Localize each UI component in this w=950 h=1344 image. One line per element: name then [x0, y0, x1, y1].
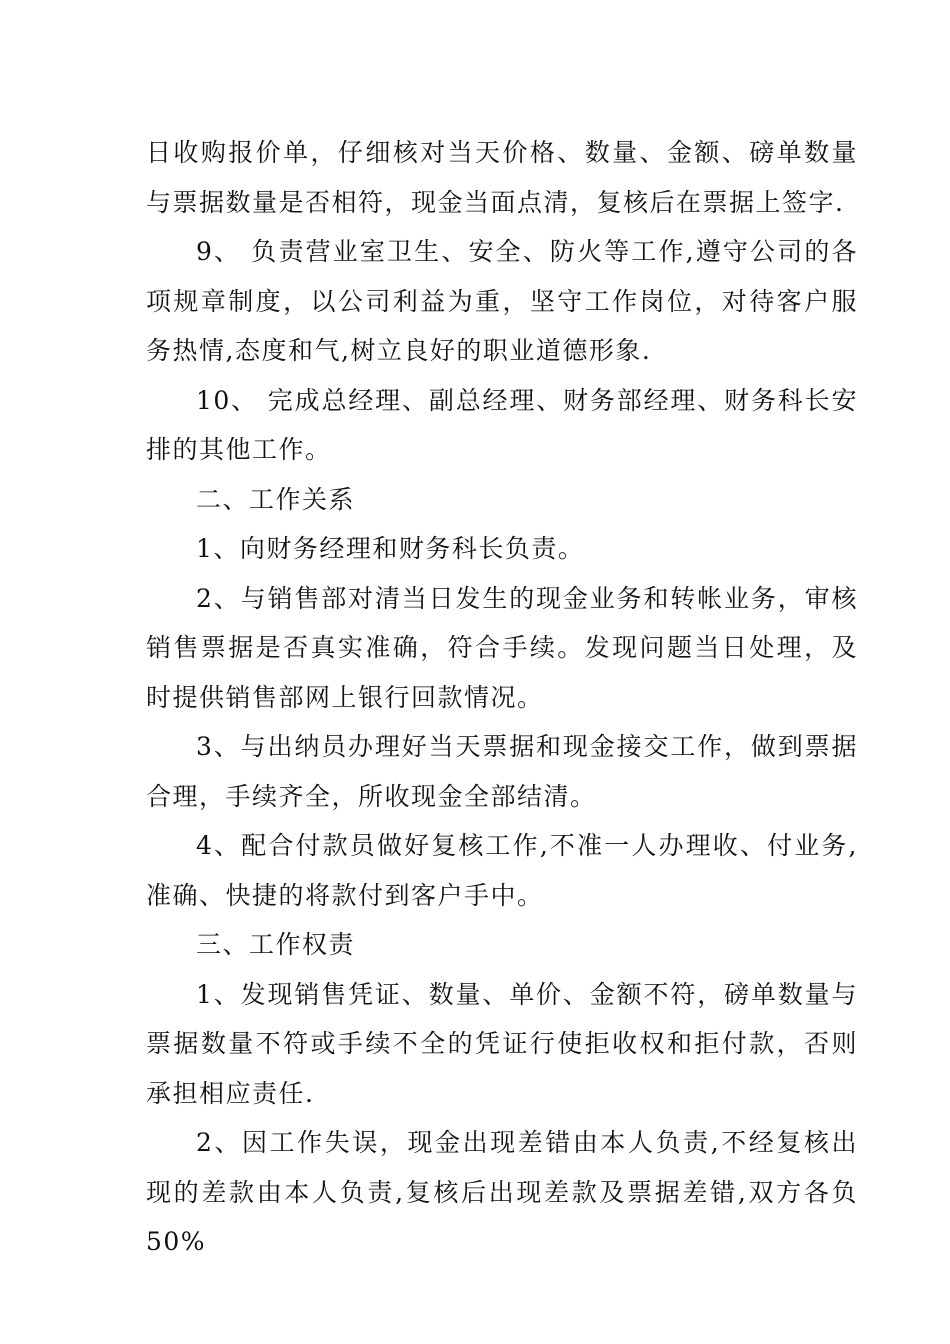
document-body — [146, 128, 858, 1267]
paragraph-authority-2: 2、因工作失误，现金出现差错由本人负责,不经复核出现的差款由本人负责,复核后出现差款及票据差错,双方各负50% — [146, 1128, 858, 1256]
paragraph-relation-2: 2、与销售部对清当日发生的现金业务和转帐业务，审核销售票据是否真实准确，符合手续。发现问题当日处理，及时提供销售部网上银行回款情况。 — [146, 583, 858, 712]
paragraph-relation-4: 4、配合付款员做好复核工作,不准一人办理收、付业务,准确、快捷的将款付到客户手中。 — [146, 831, 858, 910]
paragraph-relation-1: 1、向财务经理和财务科长负责。 — [196, 534, 585, 563]
section-heading-work-authority: 三、工作权责 — [196, 930, 356, 959]
paragraph-authority-1: 1、发现销售凭证、数量、单价、金额不符，磅单数量与票据数量不符或手续不全的凭证行使拒收权和拒付款，否则承担相应责任. — [146, 979, 858, 1108]
paragraph-item-10-other-work: 10、 完成总经理、副总经理、财务部经理、财务科长安排的其他工作。 — [146, 385, 858, 464]
paragraph-relation-3: 3、与出纳员办理好当天票据和现金接交工作，做到票据合理，手续齐全，所收现金全部结清。 — [146, 732, 858, 811]
paragraph-continued-purchase-quote: 日收购报价单，仔细核对当天价格、数量、金额、磅单数量与票据数量是否相符，现金当面点清，复核后在票据上签字. — [146, 138, 858, 217]
paragraph-item-9-office-duties: 9、 负责营业室卫生、安全、防火等工作,遵守公司的各项规章制度，以公司利益为重，坚守工作岗位，对待客户服务热情,态度和气,树立良好的职业道德形象. — [146, 237, 858, 365]
section-heading-work-relations: 二、工作关系 — [196, 484, 356, 514]
